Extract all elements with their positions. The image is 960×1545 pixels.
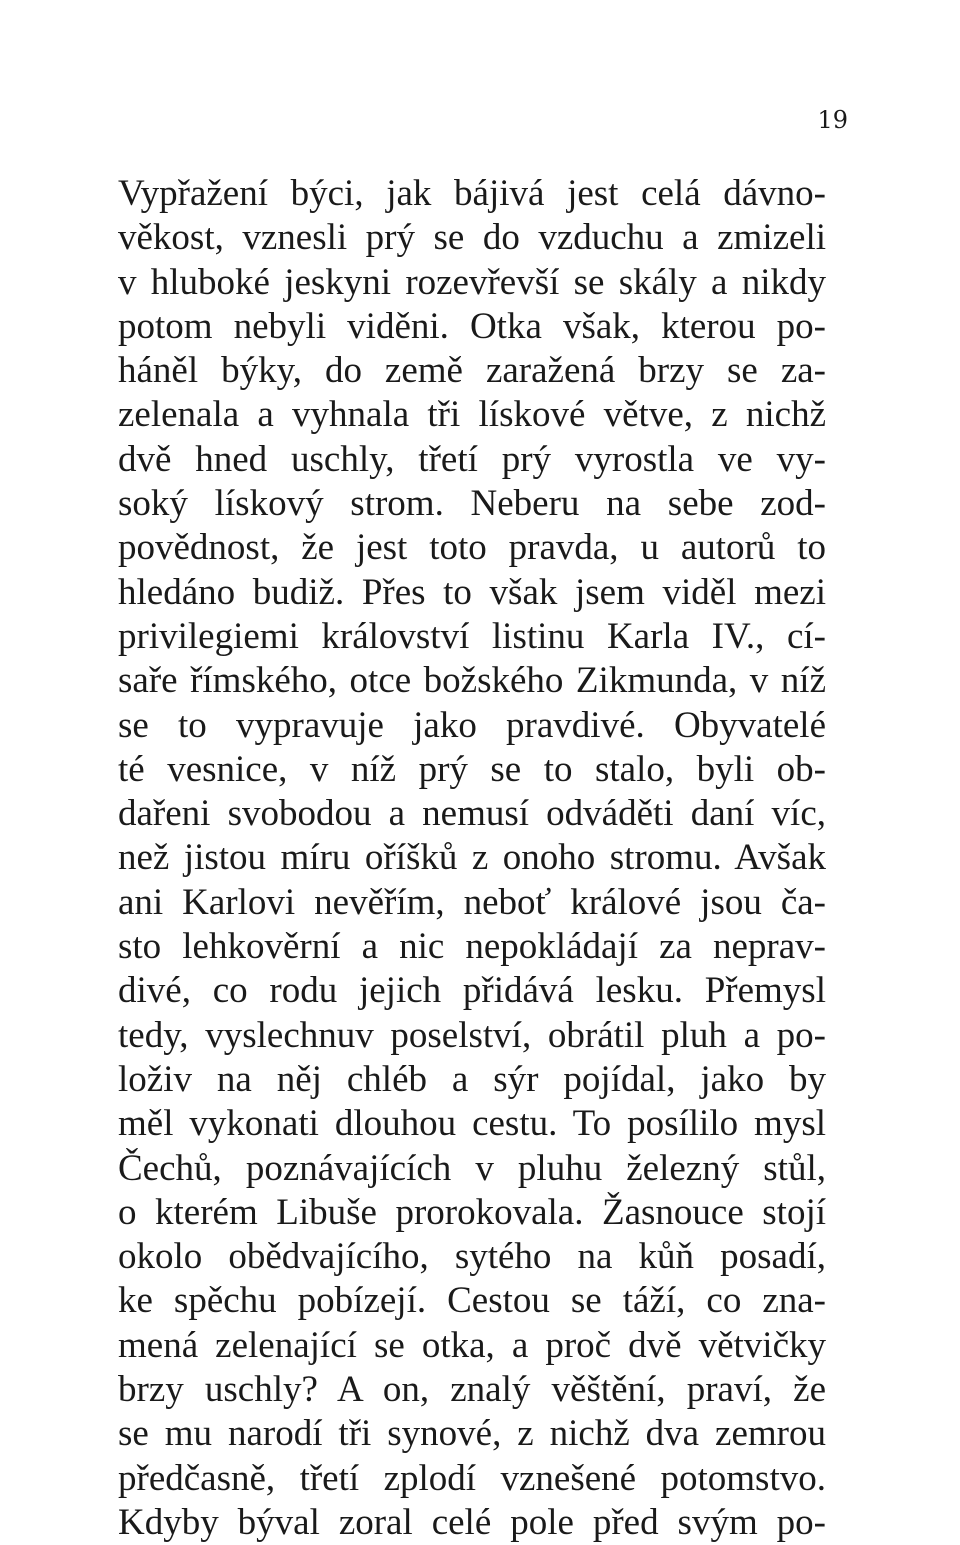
text-line: dvě hned uschly, třetí prý vyrostla ve vy- bbox=[118, 438, 826, 480]
text-line: dařeni svobodou a nemusí odváděti daní víc, bbox=[118, 793, 826, 835]
body-text bbox=[118, 172, 826, 1545]
text-line: Vypřažení býci, jak bájivá jest celá dávno- bbox=[118, 173, 826, 214]
text-line: ani Karlovi nevěřím, neboť králové jsou ča- bbox=[118, 881, 826, 923]
text-line: mená zelenající se otka, a proč dvě větvičky bbox=[118, 1324, 826, 1366]
text-line: Kdyby býval zoral celé pole před svým po- bbox=[118, 1501, 826, 1543]
text-line: povědnost, že jest toto pravda, u autorů to bbox=[118, 527, 826, 569]
page-number: 19 bbox=[817, 106, 848, 134]
text-line: brzy uschly? A on, znalý věštění, praví, že bbox=[118, 1369, 826, 1411]
text-line: ke spěchu pobízejí. Cestou se táží, co zna- bbox=[118, 1280, 826, 1322]
text-line: okolo obědvajícího, sytého na kůň posadí, bbox=[118, 1236, 826, 1278]
text-line: privilegiemi království listinu Karla IV., cí- bbox=[118, 615, 826, 657]
text-line: předčasně, třetí zplodí vznešené potomstvo. bbox=[118, 1457, 826, 1499]
text-line: tedy, vyslechnuv poselství, obrátil pluh a po- bbox=[118, 1014, 826, 1056]
text-line: se to vypravuje jako pravdivé. Obyvatelé bbox=[118, 704, 826, 746]
text-line: háněl býky, do země zaražená brzy se za- bbox=[118, 350, 826, 392]
text-line: sto lehkověrní a nic nepokládají za neprav- bbox=[118, 926, 826, 968]
text-line: hledáno budiž. Přes to však jsem viděl mezi bbox=[118, 571, 826, 613]
text-line: té vesnice, v níž prý se to stalo, byli ob- bbox=[118, 748, 826, 790]
text-line: Čechů, poznávajících v pluhu železný stůl, bbox=[118, 1147, 826, 1189]
text-line: divé, co rodu jejich přidává lesku. Přemysl bbox=[118, 970, 826, 1012]
text-line: soký lískový strom. Neberu na sebe zod- bbox=[118, 483, 826, 525]
text-line: v hluboké jeskyni rozevřevší se skály a nikdy bbox=[118, 261, 826, 303]
text-line: o kterém Libuše prorokovala. Žasnouce stojí bbox=[118, 1191, 826, 1233]
text-line: věkost, vznesli prý se do vzduchu a zmizeli bbox=[118, 217, 826, 259]
text-line: se mu narodí tři synové, z nichž dva zemrou bbox=[118, 1413, 826, 1455]
text-line: potom nebyli viděni. Otka však, kterou po- bbox=[118, 305, 826, 347]
text-line: zelenala a vyhnala tři lískové větve, z nichž bbox=[118, 394, 826, 436]
text-line: saře římského, otce božského Zikmunda, v níž bbox=[118, 660, 826, 702]
text-line: loživ na něj chléb a sýr pojídal, jako by bbox=[118, 1058, 826, 1100]
text-line: měl vykonati dlouhou cestu. To posílilo mysl bbox=[118, 1103, 826, 1145]
text-line: než jistou míru oříšků z onoho stromu. Avšak bbox=[118, 837, 826, 879]
